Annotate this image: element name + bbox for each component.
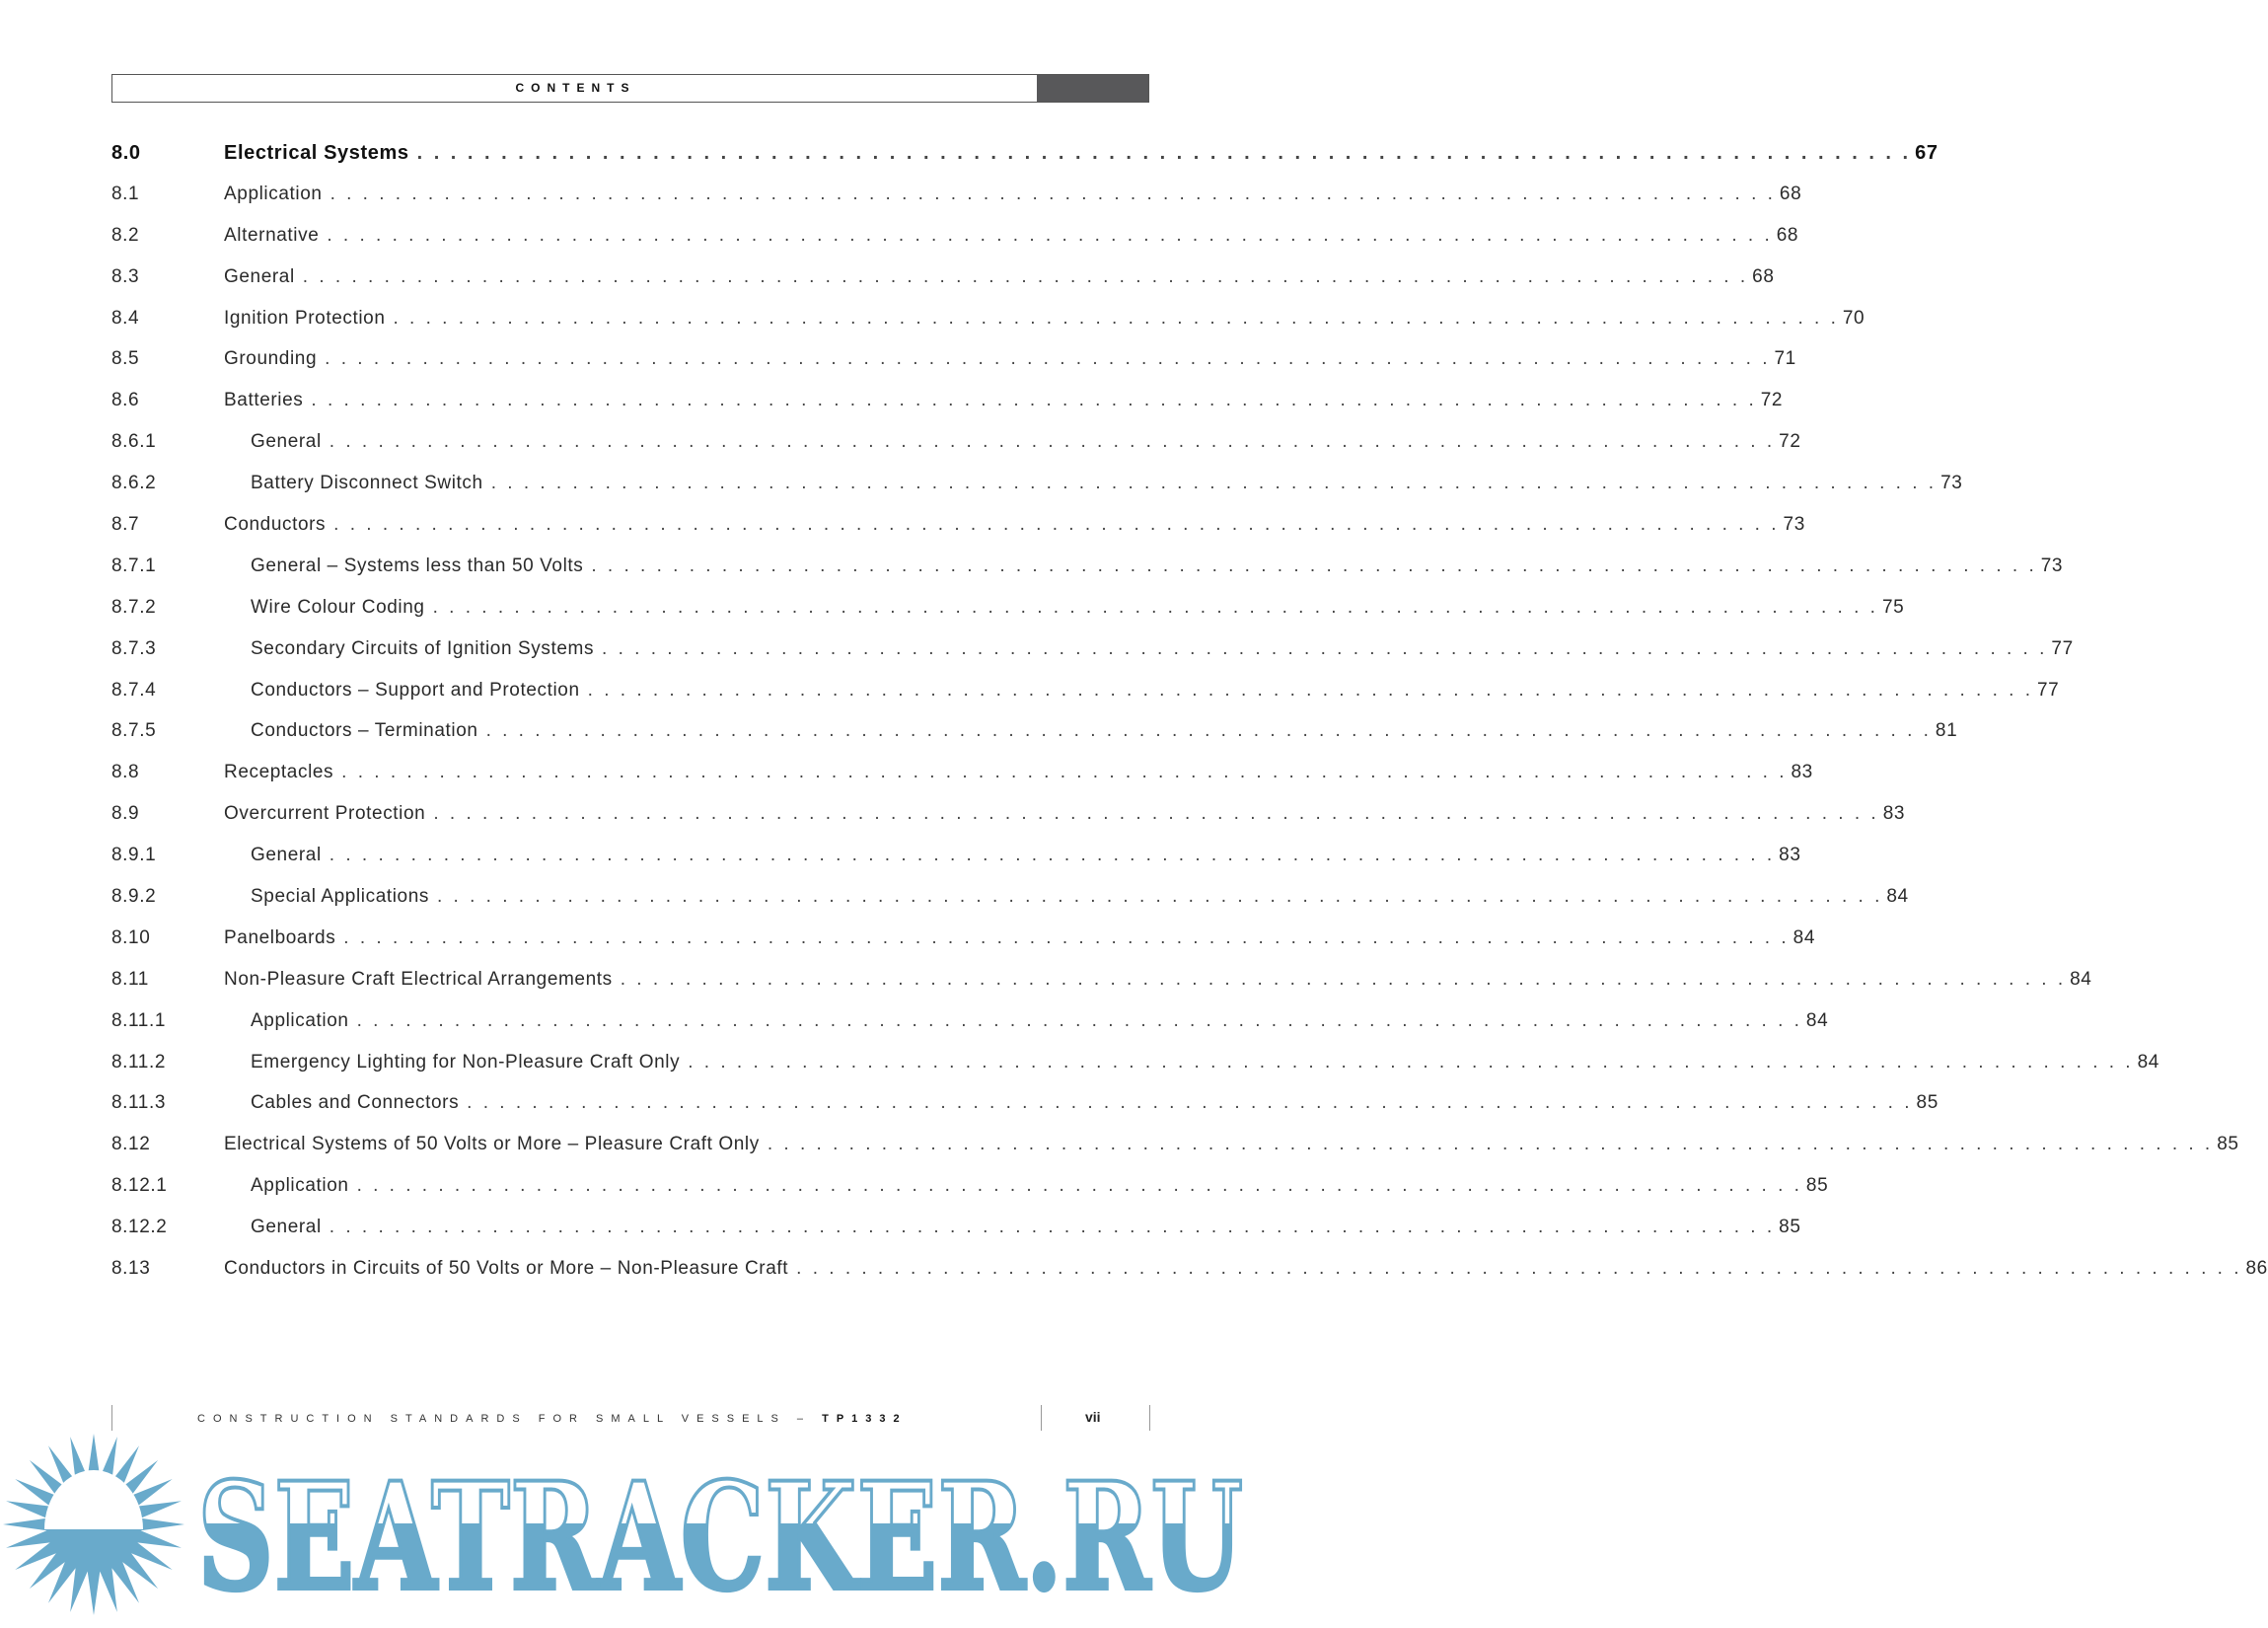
section-title[interactable]: Overcurrent Protection	[224, 803, 426, 825]
page-ref: 68	[1779, 183, 1802, 204]
section-number: 8.5	[111, 348, 140, 370]
dot-leader	[329, 431, 1775, 453]
page-ref: 73	[2040, 555, 2064, 576]
toc-entry[interactable]	[111, 1092, 1939, 1134]
dot-leader	[433, 597, 1878, 619]
page-ref: 67	[1915, 142, 1939, 164]
dot-leader	[330, 184, 1776, 205]
toc-entry[interactable]	[111, 845, 1801, 886]
section-title[interactable]: Conductors – Termination	[251, 720, 478, 742]
toc-entry[interactable]	[111, 1258, 2268, 1299]
page-ref: 75	[1881, 596, 1905, 618]
footer-divider	[1149, 1405, 1150, 1431]
table-of-contents	[111, 142, 2268, 1299]
section-title[interactable]: Emergency Lighting for Non-Pleasure Craft Only	[251, 1051, 681, 1073]
page-ref: 71	[1774, 348, 1796, 370]
dot-leader	[325, 348, 1770, 370]
page-ref: 70	[1842, 307, 1866, 329]
section-number: 8.2	[111, 224, 140, 246]
section-number: 8.12.2	[111, 1217, 168, 1238]
page-ref: 84	[2070, 968, 2092, 990]
section-title[interactable]: Application	[251, 1009, 349, 1031]
toc-entry[interactable]	[111, 1051, 2159, 1093]
section-number: 8.12	[111, 1134, 151, 1155]
dot-leader	[491, 473, 1937, 494]
section-title[interactable]: Special Applications	[251, 886, 429, 908]
page-ref: 72	[1779, 431, 1801, 453]
page-ref: 81	[1935, 720, 1958, 742]
section-number: 8.9	[111, 803, 140, 825]
section-title[interactable]: Secondary Circuits of Ignition Systems	[251, 637, 595, 659]
dot-leader	[433, 803, 1878, 825]
page-ref: 83	[1779, 845, 1801, 866]
dot-leader	[467, 1092, 1912, 1114]
section-number: 8.11	[111, 968, 149, 990]
section-title[interactable]: Alternative	[224, 224, 320, 246]
section-title[interactable]: Cables and Connectors	[251, 1092, 460, 1114]
page-ref: 73	[1940, 473, 1963, 494]
section-title[interactable]: Panelboards	[224, 926, 336, 948]
toc-entry[interactable]	[111, 142, 1939, 184]
page-ref: 77	[2037, 679, 2060, 701]
section-title[interactable]: Battery Disconnect Switch	[251, 473, 483, 494]
page-ref: 84	[2137, 1051, 2159, 1073]
page-ref: 77	[2051, 637, 2074, 659]
section-title[interactable]: Ignition Protection	[224, 307, 386, 329]
section-number: 8.6.2	[111, 473, 157, 494]
dot-leader	[588, 680, 2033, 702]
toc-entry[interactable]	[111, 1009, 1829, 1052]
toc-entry[interactable]	[111, 555, 2064, 597]
section-number: 8.7.2	[111, 596, 157, 618]
section-number: 8.7.3	[111, 637, 157, 659]
toc-entry[interactable]	[111, 514, 1805, 555]
section-number: 8.11.2	[111, 1051, 167, 1073]
toc-entry[interactable]	[111, 926, 1815, 969]
section-number: 8.12.1	[111, 1175, 168, 1197]
section-title[interactable]: General	[224, 265, 295, 287]
page-ref: 84	[1886, 886, 1909, 908]
section-title[interactable]: General	[251, 1217, 322, 1238]
toc-entry[interactable]	[111, 968, 2092, 1010]
section-title[interactable]: Wire Colour Coding	[251, 596, 425, 618]
section-title[interactable]: Conductors	[224, 514, 327, 536]
section-title[interactable]: General	[251, 845, 322, 866]
section-title[interactable]: Application	[251, 1175, 349, 1197]
toc-entry[interactable]	[111, 637, 2074, 680]
footer-code: TP1332	[822, 1413, 908, 1425]
toc-entry[interactable]	[111, 720, 1958, 762]
section-number: 8.7	[111, 514, 140, 536]
section-number: 8.0	[111, 142, 141, 164]
section-title[interactable]: Application	[224, 183, 323, 204]
dot-leader	[303, 266, 1748, 288]
section-number: 8.13	[111, 1258, 151, 1280]
section-number: 8.9.2	[111, 886, 157, 908]
toc-entry[interactable]	[111, 1217, 1801, 1258]
toc-entry[interactable]	[111, 390, 1784, 431]
page-ref: 85	[1916, 1092, 1939, 1114]
dot-leader	[688, 1052, 2133, 1073]
page-ref: 83	[1791, 762, 1813, 783]
header-tab-block	[1037, 75, 1148, 102]
page-ref: 85	[1779, 1217, 1801, 1238]
watermark-logo	[0, 1441, 1258, 1628]
page-ref: 68	[1776, 224, 1799, 246]
dot-leader	[329, 845, 1775, 866]
page-ref: 83	[1882, 803, 1906, 825]
section-number: 8.6	[111, 390, 140, 411]
toc-entry[interactable]	[111, 473, 1963, 514]
dot-leader	[602, 638, 2047, 660]
section-number: 8.7.4	[111, 679, 157, 701]
dot-leader	[621, 969, 2066, 991]
page-ref: 68	[1752, 265, 1775, 287]
section-number: 8.8	[111, 762, 140, 783]
section-title[interactable]: Grounding	[224, 348, 318, 370]
toc-entry[interactable]	[111, 431, 1801, 473]
page-ref: 84	[1805, 1009, 1829, 1031]
section-title[interactable]: Conductors – Support and Protection	[251, 679, 580, 701]
page-ref: 86	[2245, 1258, 2268, 1280]
section-number: 8.1	[111, 183, 140, 204]
dot-leader	[417, 142, 1912, 165]
toc-entry[interactable]	[111, 307, 1866, 349]
toc-entry[interactable]	[111, 762, 1813, 803]
section-number: 8.7.5	[111, 720, 157, 742]
page-ref: 72	[1760, 390, 1784, 411]
footer-divider	[1041, 1405, 1042, 1431]
page-ref: 85	[2217, 1134, 2239, 1155]
section-number: 8.6.1	[111, 431, 157, 453]
running-header	[111, 74, 1149, 103]
footer-publication	[197, 1413, 908, 1425]
toc-entry[interactable]	[111, 224, 1799, 266]
section-number: 8.11.3	[111, 1092, 167, 1114]
section-number: 8.10	[111, 926, 151, 948]
dot-leader	[357, 1010, 1802, 1032]
section-title[interactable]: Non-Pleasure Craft Electrical Arrangements	[224, 968, 613, 990]
footer-title: CONSTRUCTION STANDARDS FOR SMALL VESSELS –	[197, 1413, 812, 1425]
header-title: CONTENTS	[515, 81, 636, 95]
footer-divider	[111, 1405, 112, 1431]
section-title[interactable]: Receptacles	[224, 762, 334, 783]
section-number: 8.11.1	[111, 1009, 167, 1031]
toc-entry[interactable]	[111, 1134, 2239, 1175]
section-number: 8.7.1	[111, 555, 157, 576]
dot-leader	[796, 1258, 2241, 1280]
section-title[interactable]: General – Systems less than 50 Volts	[251, 555, 584, 576]
toc-entry[interactable]	[111, 265, 1775, 308]
dot-leader	[486, 720, 1932, 742]
dot-leader	[341, 762, 1787, 783]
section-title[interactable]: Conductors in Circuits of 50 Volts or More – Non-Pleasure Craft	[224, 1258, 789, 1280]
section-title[interactable]: Electrical Systems of 50 Volts or More – Pleasure Craft Only	[224, 1134, 760, 1155]
section-number: 8.9.1	[111, 845, 157, 866]
dot-leader	[333, 514, 1779, 536]
dot-leader	[327, 225, 1772, 247]
toc-entry[interactable]	[111, 679, 2060, 721]
dot-leader	[343, 927, 1789, 949]
page-ref: 84	[1792, 926, 1815, 948]
toc-entry[interactable]	[111, 803, 1906, 845]
sun-icon	[3, 1434, 184, 1615]
dot-leader	[768, 1134, 2213, 1155]
section-number: 8.4	[111, 307, 140, 329]
dot-leader	[329, 1217, 1775, 1238]
dot-leader	[591, 555, 2036, 577]
section-title[interactable]: Batteries	[224, 390, 304, 411]
section-title[interactable]: General	[251, 431, 322, 453]
section-title[interactable]: Electrical Systems	[224, 142, 409, 164]
section-number: 8.3	[111, 265, 140, 287]
page-ref: 73	[1783, 514, 1805, 536]
toc-entry[interactable]	[111, 886, 1909, 927]
toc-entry[interactable]	[111, 596, 1905, 638]
dot-leader	[311, 390, 1756, 411]
dot-leader	[357, 1175, 1802, 1197]
toc-entry[interactable]	[111, 348, 1796, 390]
dot-leader	[394, 308, 1839, 330]
watermark-text: SEATRACKER.RU	[197, 1450, 1243, 1624]
page-ref: 85	[1805, 1175, 1829, 1197]
dot-leader	[437, 886, 1882, 908]
page-number: vii	[1085, 1409, 1101, 1425]
toc-entry[interactable]	[111, 183, 1802, 225]
toc-entry[interactable]	[111, 1175, 1829, 1217]
